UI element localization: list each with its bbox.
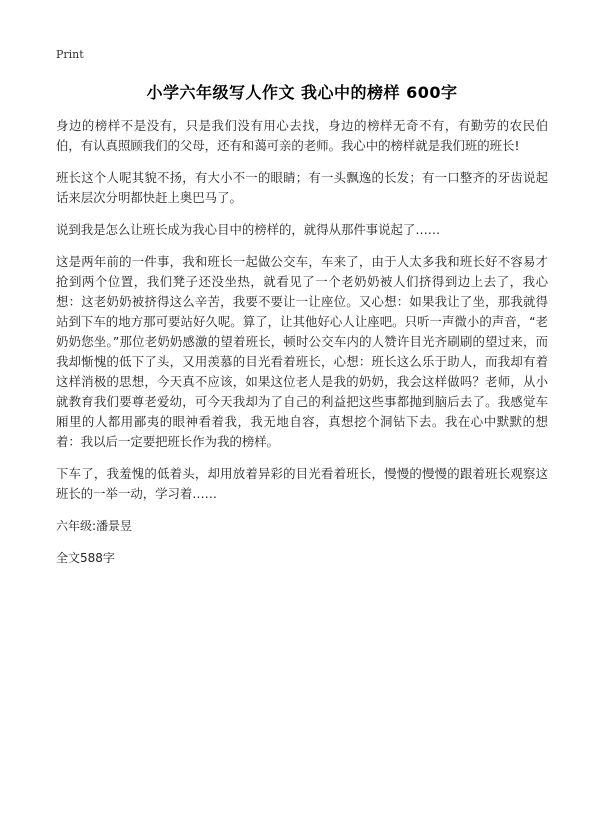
author-line: 六年级:潘景昱 [56,519,133,533]
article-paragraph: 这是两年前的一件事，我和班长一起做公交车，车来了，由于人太多我和班长好不容易才抢到两个位置，我们凳子还没坐热，就看见了一个老奶奶被人们挤得到边上去了，我心想：这老奶奶被挤得这么辛苦，我要不要让一让座位。又心想：如果我让了坐，那我就得站到下车的地方那可要站好久呢。算了，让其他好心人让座吧。只听一声微小的声音，“老奶奶您坐。”那位老奶奶感激的望着班长，顿时公交车内的人赞许目光齐刷刷的望过来，而我却惭愧的低下了头，又用羡慕的目光看着班长，心想：班长这么乐于助人，而我却有着这样消极的思想，今天真不应该，如果这位老人是我的奶奶，我会这样做吗？老师，从小就教育我们要尊老爱幼，可今天我却为了自己的利益把这些事都抛到脑后去了。我感觉车厢里的人都用鄙夷的眼神看着我，我无地自容，真想挖个洞钻下去。我在心中默默的想着：我以后一定要把班长作为我的榜样。 [56,254,548,449]
article-paragraph: 下车了，我羞愧的低着头，却用放着异彩的目光看着班长，慢慢的慢慢的跟着班长观察这班长的一举一动，学习着…… [56,466,548,501]
print-link[interactable]: Print [56,48,84,61]
article-body [56,116,548,568]
article-title: 小学六年级写人作文 我心中的榜样 600字 [146,83,458,102]
article-paragraph: 身边的榜样不是没有，只是我们没有用心去找，身边的榜样无奇不有，有勤劳的农民伯伯，有认真照顾我们的父母，还有和蔼可亲的老师。我心中的榜样就是我们班的班长! [56,118,548,153]
word-count: 全文588字 [56,551,115,565]
article-paragraph: 班长这个人呢其貌不扬，有大小不一的眼睛；有一头飘逸的长发；有一口整齐的牙齿说起话来层次分明都快赶上奥巴马了。 [56,170,548,205]
article-paragraph: 说到我是怎么让班长成为我心目中的榜样的，就得从那件事说起了…… [56,222,441,237]
